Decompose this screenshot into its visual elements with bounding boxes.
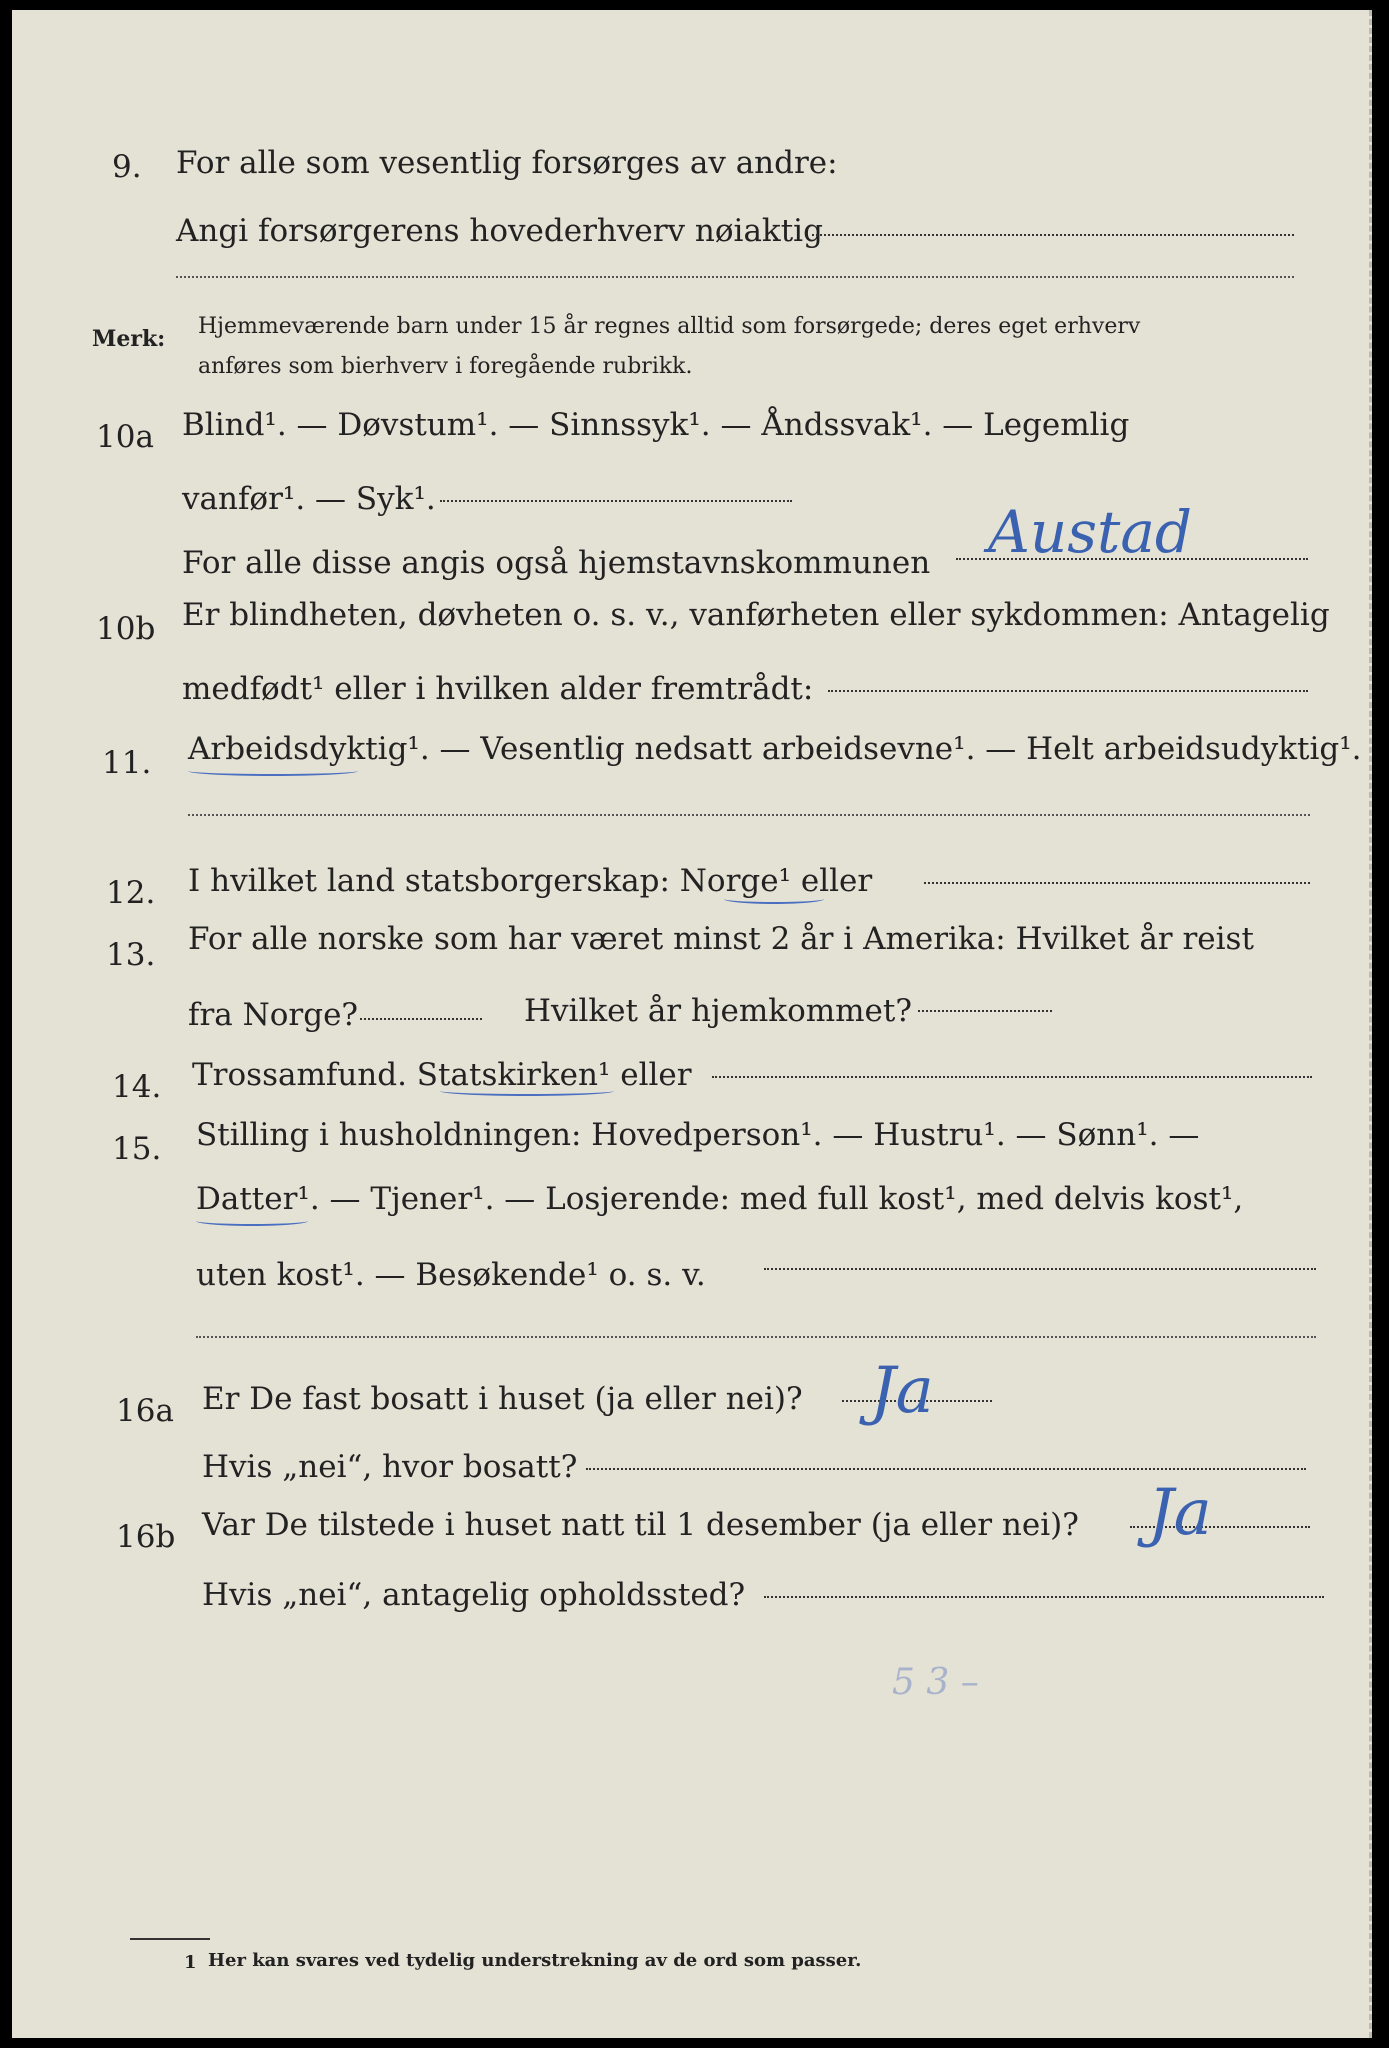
q13-line2a: fra Norge? <box>188 997 359 1033</box>
q11-extra-line <box>188 814 1310 816</box>
q16a-handwritten-answer: Ja <box>870 1354 934 1428</box>
q16a-number: 16a <box>116 1393 174 1429</box>
q10a-line2: vanfør¹. — Syk¹. <box>182 481 436 517</box>
q10a-handwritten-answer: Austad <box>988 498 1193 566</box>
pencil-scribble: 5 3 – <box>892 1662 979 1703</box>
footnote-rule <box>130 1938 210 1940</box>
q13-line2b: Hvilket år hjemkommet? <box>524 993 912 1029</box>
q13-number: 13. <box>106 937 156 973</box>
q16a-line1: Er De fast bosatt i huset (ja eller nei)? <box>202 1381 803 1417</box>
q10a-number: 10a <box>96 419 154 455</box>
q9-extra-line <box>176 276 1294 278</box>
q16b-opholdssted-line <box>764 1596 1324 1598</box>
q12-number: 12. <box>106 875 156 911</box>
q16a-line2: Hvis „nei“, hvor bosatt? <box>202 1449 578 1485</box>
q9-answer-line <box>812 234 1294 236</box>
q10a-line1: Blind¹. — Døvstum¹. — Sinnssyk¹. — Åndssvak¹. — Legemlig <box>182 407 1130 443</box>
q10b-line2: medfødt¹ eller i hvilken alder fremtrådt: <box>182 671 814 707</box>
merk-label: Merk: <box>92 326 166 352</box>
q15-line1: Stilling i husholdningen: Hovedperson¹. — Hustru¹. — Sønn¹. — <box>196 1117 1200 1153</box>
q16b-line2: Hvis „nei“, antagelig opholdssted? <box>202 1577 746 1613</box>
footnote-text: Her kan svares ved tydelig understrekning av de ord som passer. <box>208 1950 862 1971</box>
q15-number: 15. <box>112 1131 162 1167</box>
q10b-line1: Er blindheten, døvheten o. s. v., vanførheten eller sykdommen: Antagelig <box>182 597 1330 633</box>
q12-answer-line <box>924 882 1310 884</box>
q10a-line3: For alle disse angis også hjemstavnskommunen <box>182 545 931 581</box>
q15-underline-mark <box>196 1216 308 1226</box>
q9-number: 9. <box>112 149 142 185</box>
q13-hjem-line <box>918 1010 1052 1012</box>
q16b-handwritten-answer: Ja <box>1148 1476 1212 1550</box>
q10b-answer-line <box>828 690 1308 692</box>
q11-number: 11. <box>102 745 152 781</box>
q9-line1: For alle som vesentlig forsørges av andre: <box>176 145 838 181</box>
q12-line1: I hvilket land statsborgerskap: Norge¹ eller <box>188 863 873 899</box>
q16b-number: 16b <box>116 1519 176 1555</box>
q11-line1: Arbeidsdyktig¹. — Vesentlig nedsatt arbeidsevne¹. — Helt arbeidsudyktig¹. <box>188 731 1362 767</box>
q16a-bosatt-line <box>586 1468 1306 1470</box>
q16b-line1: Var De tilstede i huset natt til 1 desember (ja eller nei)? <box>202 1507 1079 1543</box>
q15-line2: Datter¹. — Tjener¹. — Losjerende: med full kost¹, med delvis kost¹, <box>196 1181 1244 1217</box>
q12-underline-mark <box>724 894 824 904</box>
q10b-number: 10b <box>96 611 156 647</box>
footnote-mark: 1 <box>184 1952 197 1973</box>
census-form-page <box>12 10 1372 2038</box>
q14-underline-mark <box>440 1086 614 1096</box>
q15-extra-line <box>196 1336 1316 1338</box>
q15-answer-line <box>764 1268 1316 1270</box>
merk-line1: Hjemmeværende barn under 15 år regnes alltid som forsørgede; deres eget erhverv <box>198 314 1141 339</box>
q13-reist-line <box>360 1018 482 1020</box>
q13-line1: For alle norske som har været minst 2 år i Amerika: Hvilket år reist <box>188 921 1254 957</box>
q9-line2: Angi forsørgerens hovederhverv nøiaktig <box>176 213 823 249</box>
q14-answer-line <box>712 1076 1312 1078</box>
q15-line3: uten kost¹. — Besøkende¹ o. s. v. <box>196 1257 706 1293</box>
q14-line1: Trossamfund. Statskirken¹ eller <box>192 1057 692 1093</box>
q10a-syk-line <box>440 500 792 502</box>
q11-underline-mark <box>188 766 358 776</box>
merk-line2: anføres som bierhverv i foregående rubrikk. <box>198 354 693 379</box>
q14-number: 14. <box>112 1069 162 1105</box>
